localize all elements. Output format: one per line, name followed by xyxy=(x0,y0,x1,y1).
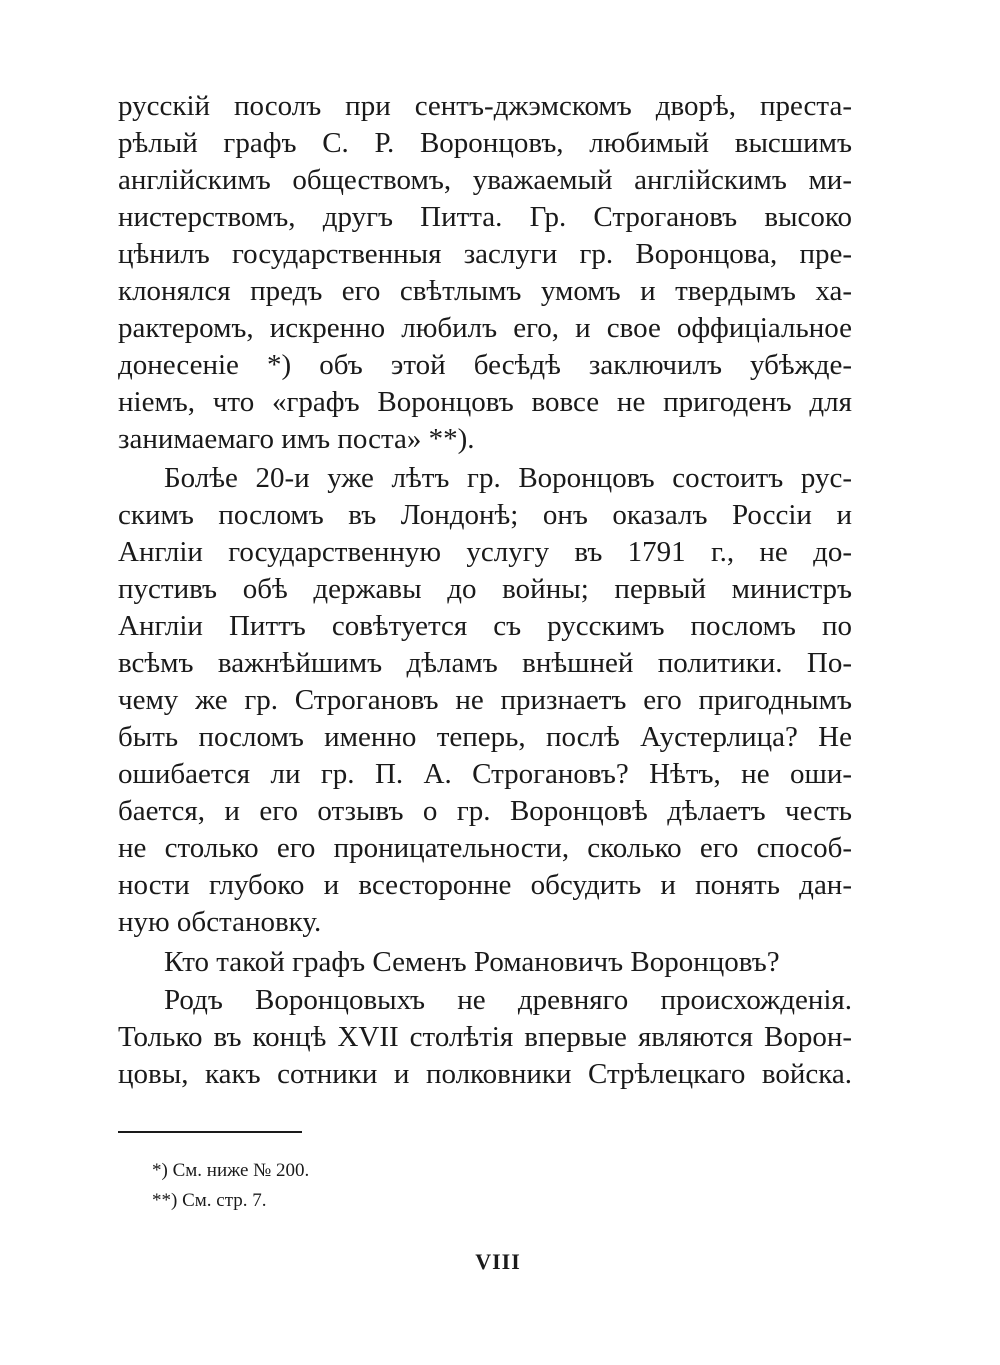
text-line: ніемъ, что «графъ Воронцовъ вовсе не пригоденъ для xyxy=(118,386,852,418)
text-line: Кто такой графъ Семенъ Романовичъ Воронцовъ? xyxy=(164,946,780,978)
text-line: рѣлый графъ С. Р. Воронцовъ, любимый высшимъ xyxy=(118,127,852,159)
footnote-divider xyxy=(118,1131,302,1133)
text-line: Англіи государственную услугу въ 1791 г., не до- xyxy=(118,536,852,568)
text-line: русскій посолъ при сентъ-джэмскомъ дворѣ, преста- xyxy=(118,90,852,122)
text-line: Только въ концѣ XVII столѣтія впервые являются Ворон- xyxy=(118,1021,852,1053)
text-line: Болѣе 20-и уже лѣтъ гр. Воронцовъ состоитъ рус- xyxy=(164,462,852,494)
text-line: клонялся предъ его свѣтлымъ умомъ и твердымъ ха- xyxy=(118,275,852,307)
text-line: Родъ Воронцовыхъ не древняго происхожденія. xyxy=(164,984,852,1016)
text-line: всѣмъ важнѣйшимъ дѣламъ внѣшней политики. По- xyxy=(118,647,852,679)
text-line: донесеніе *) объ этой бесѣдѣ заключилъ убѣжде- xyxy=(118,349,852,381)
page-number: VIII xyxy=(475,1249,521,1274)
text-line: рактеромъ, искренно любилъ его, и свое оффиціальное xyxy=(118,312,852,344)
text-line: ную обстановку. xyxy=(118,906,322,938)
text-line: ошибается ли гр. П. А. Строгановъ? Нѣтъ, не оши- xyxy=(118,758,852,790)
text-line: скимъ посломъ въ Лондонѣ; онъ оказалъ Россіи и xyxy=(118,499,852,531)
text-line: занимаемаго имъ поста» **). xyxy=(118,423,475,455)
text-line: быть посломъ именно теперь, послѣ Аустерлица? Не xyxy=(118,721,852,753)
text-line: не столько его проницательности, сколько его способ- xyxy=(118,832,852,864)
text-line: бается, и его отзывъ о гр. Воронцовѣ дѣлаетъ честь xyxy=(118,795,852,827)
text-line: ности глубоко и всесторонне обсудить и понять дан- xyxy=(118,869,852,901)
text-line: пустивъ обѣ державы до войны; первый министръ xyxy=(118,573,852,605)
text-line: цовы, какъ сотники и полковники Стрѣлецкаго войска. xyxy=(118,1058,852,1090)
text-line: Англіи Питтъ совѣтуется съ русскимъ посломъ по xyxy=(118,610,852,642)
footnote: *) См. ниже № 200. xyxy=(152,1160,310,1181)
footnote: **) См. стр. 7. xyxy=(152,1190,267,1211)
text-line: цѣнилъ государственныя заслуги гр. Воронцова, пре- xyxy=(118,238,852,270)
text-line: англійскимъ обществомъ, уважаемый англійскимъ ми- xyxy=(118,164,852,196)
text-line: чему же гр. Строгановъ не признаетъ его пригоднымъ xyxy=(118,684,852,716)
text-line: нистерствомъ, другъ Питта. Гр. Строгановъ высоко xyxy=(118,201,852,233)
